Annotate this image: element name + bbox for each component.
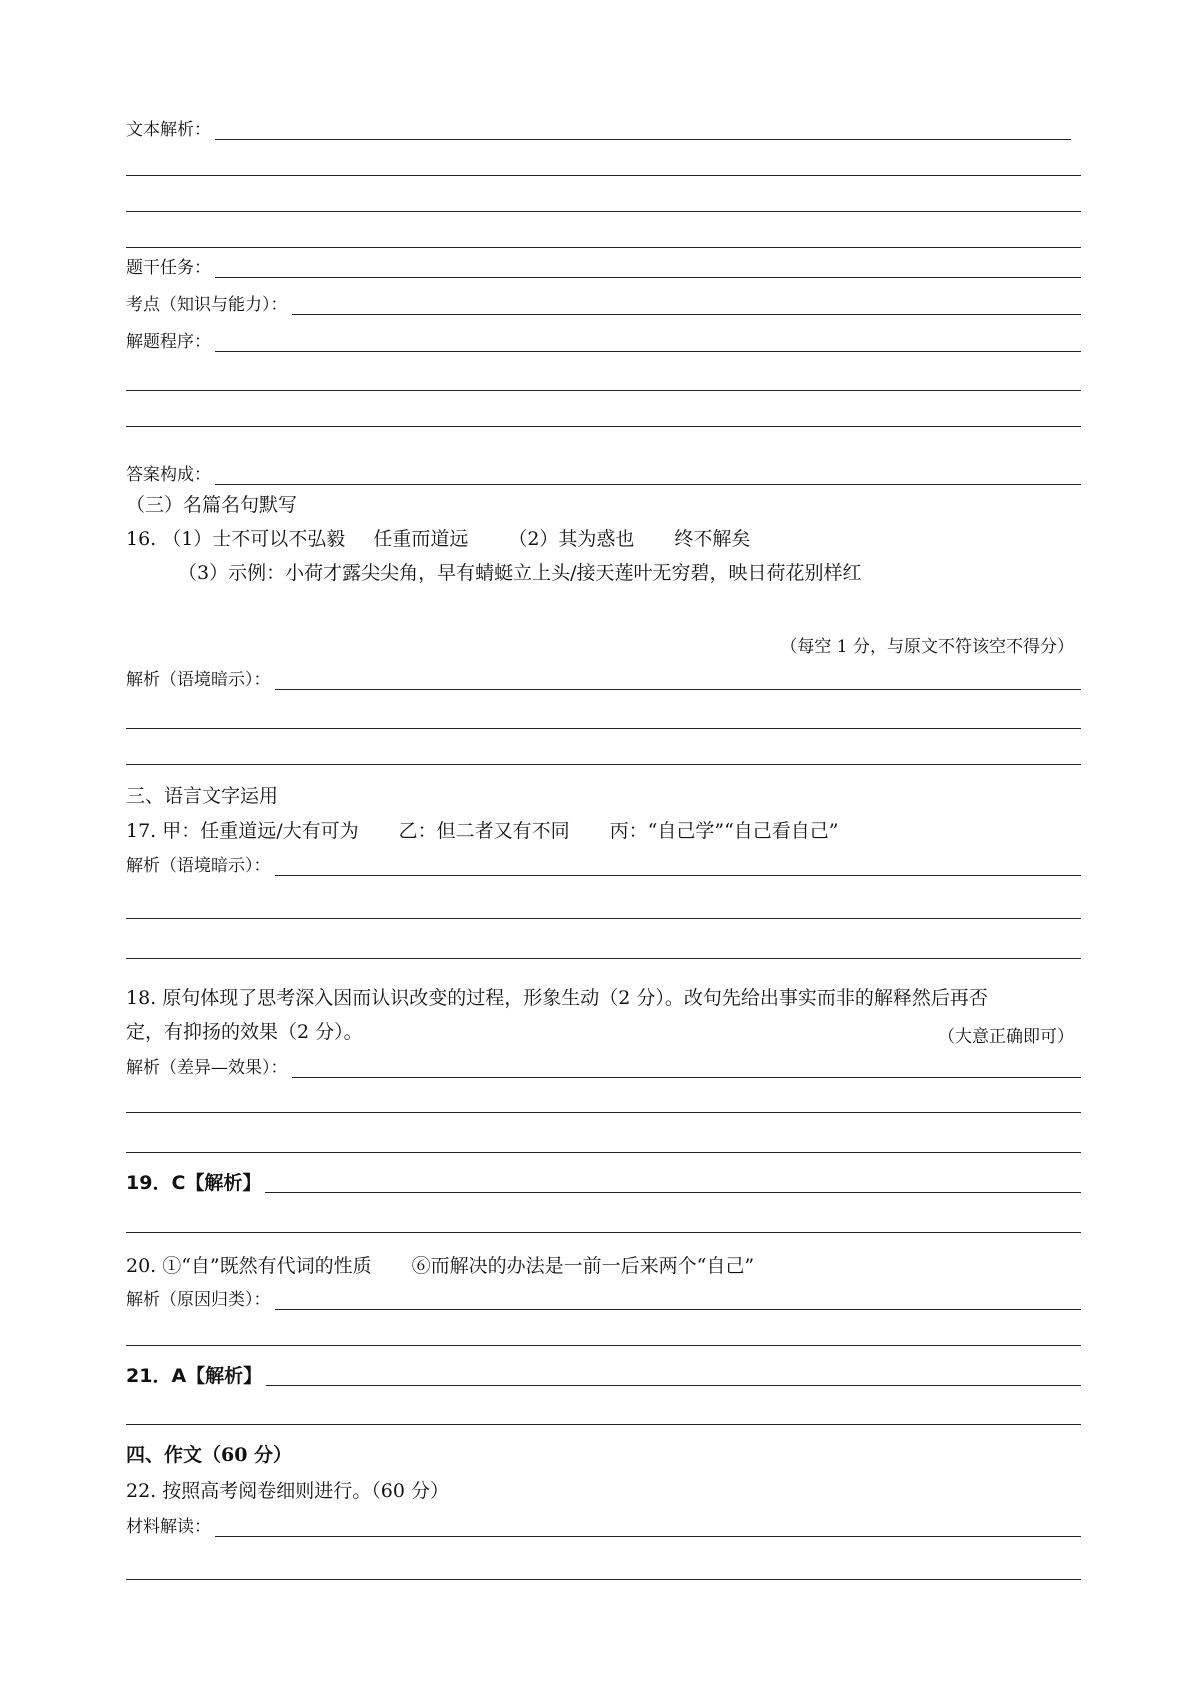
material-row (126, 1507, 1081, 1543)
part3-heading: （三）名篇名句默写 (126, 494, 298, 516)
sec4-heading-row (126, 1435, 1081, 1471)
text-analysis-row (126, 110, 1071, 146)
blank-line[interactable] (126, 1112, 1081, 1113)
q17-analysis-blank[interactable] (275, 875, 1082, 876)
q16-answer-2b: 终不解矣 (674, 528, 751, 550)
procedure-label: 解题程序： (126, 332, 211, 352)
q18-answer-line1: 18. 原句体现了思考深入因而认识改变的过程，形象生动（2 分）。改句先给出事实而非的解释然后再否 (126, 987, 988, 1009)
q22-text: 22. 按照高考阅卷细则进行。（60 分） (126, 1480, 449, 1502)
q16-scoring-note: （每空 1 分，与原文不符该空不得分） (780, 637, 1074, 657)
sec3-heading: 三、语言文字运用 (126, 785, 279, 807)
q17-analysis-row (126, 846, 1081, 882)
part3-heading-row (126, 485, 1081, 521)
task-row (126, 248, 1081, 284)
q16-analysis-row (126, 660, 1081, 696)
point-label: 考点（知识与能力）： (126, 295, 288, 315)
blank-line[interactable] (126, 1424, 1081, 1425)
q20-analysis-row (126, 1280, 1081, 1316)
task-blank[interactable] (215, 277, 1081, 278)
task-label: 题干任务： (126, 258, 211, 278)
q17-answer-c: 丙：“自己学”“自己看自己” (609, 820, 839, 842)
q17-number: 17. (126, 820, 157, 842)
q16-answer-1b: 任重而道远 (373, 528, 469, 550)
material-blank[interactable] (215, 1536, 1081, 1537)
q18-line1-row (126, 978, 1081, 1014)
q16-number: 16. (126, 528, 157, 550)
q18-answer-line2: 定，有抑扬的效果（2 分）。 (126, 1021, 363, 1043)
point-blank[interactable] (292, 314, 1082, 315)
blank-line[interactable] (126, 175, 1081, 176)
procedure-blank[interactable] (215, 351, 1081, 352)
point-row (126, 285, 1081, 321)
q16-analysis-blank[interactable] (275, 689, 1082, 690)
q16-analysis-label: 解析（语境暗示）： (126, 670, 271, 690)
q16-answer-3-row (178, 553, 1078, 589)
q20-analysis-blank[interactable] (275, 1309, 1082, 1310)
blank-line[interactable] (126, 918, 1081, 919)
blank-line[interactable] (126, 1579, 1081, 1580)
blank-line[interactable] (126, 426, 1081, 427)
q16-answer-3: （3）示例：小荷才露尖尖角，早有蜻蜓立上头/接天莲叶无穷碧，映日荷花别样红 (178, 562, 862, 584)
q20-answer-a: ①“自”既然有代词的性质 (162, 1255, 372, 1277)
q19-analysis-blank[interactable] (265, 1192, 1081, 1193)
q17-analysis-label: 解析（语境暗示）： (126, 856, 271, 876)
q19-row (126, 1163, 1081, 1199)
q17-answers-row (126, 811, 1081, 847)
blank-line[interactable] (126, 1345, 1081, 1346)
blank-line[interactable] (126, 390, 1081, 391)
q21-analysis-label: 【解析】 (186, 1365, 263, 1387)
procedure-row (126, 322, 1081, 358)
q22-row (126, 1471, 1081, 1507)
blank-line[interactable] (126, 728, 1081, 729)
q21-analysis-blank[interactable] (266, 1385, 1081, 1386)
q19-answer: 19．C (126, 1172, 186, 1194)
blank-line[interactable] (126, 1152, 1081, 1153)
material-label: 材料解读： (126, 1517, 211, 1537)
blank-line[interactable] (126, 958, 1081, 959)
q20-analysis-label: 解析（原因归类）： (126, 1290, 271, 1310)
q21-answer: 21．A (126, 1365, 187, 1387)
answer-structure-label: 答案构成： (126, 465, 211, 485)
blank-line[interactable] (126, 1232, 1081, 1233)
q20-answer-b: ⑥而解决的办法是一前一后来两个“自己” (411, 1255, 755, 1277)
blank-line[interactable] (126, 764, 1081, 765)
q20-answers-row (126, 1246, 1081, 1282)
q16-answer-2: （2）其为惑也 (508, 528, 635, 550)
sec3-heading-row (126, 776, 1081, 812)
text-analysis-label: 文本解析： (126, 120, 211, 140)
q18-analysis-blank[interactable] (292, 1077, 1082, 1078)
q16-answer-1: （1）士不可以不弘毅 (162, 528, 346, 550)
q17-answer-b: 乙：但二者又有不同 (398, 820, 570, 842)
blank-line[interactable] (126, 211, 1081, 212)
q19-analysis-label: 【解析】 (185, 1172, 262, 1194)
sec4-heading: 四、作文（60 分） (126, 1444, 293, 1466)
q21-row (126, 1356, 1081, 1392)
q20-number: 20. (126, 1255, 157, 1277)
q18-scoring-note: （大意正确即可） (938, 1027, 1074, 1047)
q16-answers-row (126, 519, 1081, 555)
q18-analysis-row (126, 1048, 1081, 1084)
q17-answer-a: 甲：任重道远/大有可为 (162, 820, 359, 842)
q18-analysis-label: 解析（差异—效果）： (126, 1058, 288, 1078)
text-analysis-blank[interactable] (215, 139, 1071, 140)
